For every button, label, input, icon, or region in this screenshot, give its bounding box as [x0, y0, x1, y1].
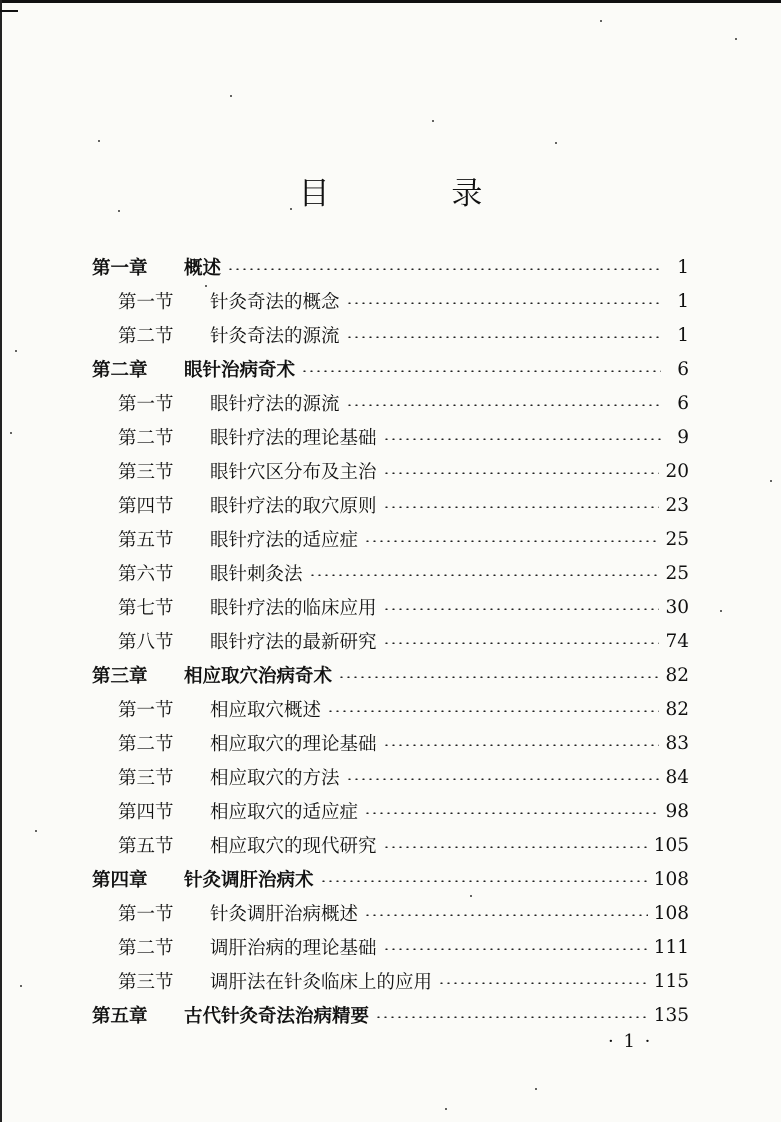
chapter-title: 概述 — [184, 258, 222, 279]
section-title: 相应取穴概述 — [210, 700, 322, 721]
page-ref: 105 — [653, 834, 689, 856]
toc-section-row — [118, 386, 689, 420]
dot-leader — [364, 540, 659, 542]
page-ref: 23 — [665, 494, 689, 516]
toc-section-row — [118, 284, 689, 318]
toc-section-row — [118, 828, 689, 862]
dot-leader — [364, 812, 659, 814]
scan-speck — [10, 432, 12, 434]
toc-chapter-row — [92, 352, 689, 386]
section-label: 第一节 — [118, 700, 174, 721]
page-ref: 1 — [677, 324, 689, 346]
page-ref: 1 — [677, 256, 689, 278]
toc-section-row — [118, 318, 689, 352]
toc-section-row — [118, 522, 689, 556]
dot-leader — [383, 472, 660, 474]
section-title: 相应取穴的方法 — [210, 768, 340, 789]
page-ref: 1 — [677, 290, 689, 312]
section-label: 第五节 — [118, 836, 174, 857]
page-ref: 25 — [665, 528, 689, 550]
section-label: 第一节 — [118, 394, 174, 415]
page-ref: 108 — [653, 868, 689, 890]
scan-speck — [735, 38, 737, 40]
page-ref: 25 — [665, 562, 689, 584]
dot-leader — [346, 778, 660, 780]
section-label: 第二节 — [118, 326, 174, 347]
section-title: 眼针疗法的取穴原则 — [210, 496, 377, 517]
section-label: 第八节 — [118, 632, 174, 653]
scan-speck — [230, 95, 232, 97]
page-ref: 6 — [677, 392, 689, 414]
toc-section-row — [118, 896, 689, 930]
section-label: 第三节 — [118, 972, 174, 993]
section-label: 第三节 — [118, 768, 174, 789]
dot-leader — [383, 744, 660, 746]
scan-speck — [720, 610, 722, 612]
chapter-label: 第一章 — [92, 258, 148, 279]
page-top-edge — [0, 0, 781, 3]
section-label: 第四节 — [118, 802, 174, 823]
dot-leader — [309, 574, 660, 576]
section-label: 第二节 — [118, 734, 174, 755]
section-title: 眼针穴区分布及主治 — [210, 462, 377, 483]
section-label: 第五节 — [118, 530, 174, 551]
dot-leader — [346, 302, 661, 304]
section-title: 眼针疗法的源流 — [210, 394, 340, 415]
scan-speck — [445, 1108, 447, 1110]
section-title: 眼针疗法的临床应用 — [210, 598, 377, 619]
toc-section-row — [118, 488, 689, 522]
page-ref: 20 — [665, 460, 689, 482]
scan-speck — [205, 285, 207, 287]
dot-leader — [438, 982, 648, 984]
page-ref: 98 — [665, 800, 689, 822]
toc-chapter-row — [92, 250, 689, 284]
page-ref: 84 — [665, 766, 689, 788]
section-title: 调肝治病的理论基础 — [210, 938, 377, 959]
dot-leader — [301, 370, 661, 372]
section-title: 针灸奇法的源流 — [210, 326, 340, 347]
dot-leader — [320, 880, 648, 882]
section-label: 第六节 — [118, 564, 174, 585]
toc-section-row — [118, 420, 689, 454]
toc-section-row — [118, 624, 689, 658]
dot-leader — [346, 404, 661, 406]
dot-leader — [227, 268, 661, 270]
scan-speck — [432, 120, 434, 122]
toc-section-row — [118, 794, 689, 828]
page-ref: 135 — [653, 1004, 689, 1026]
corner-mark — [0, 0, 18, 12]
dot-leader — [383, 438, 661, 440]
scan-speck — [20, 985, 22, 987]
section-label: 第二节 — [118, 938, 174, 959]
scan-speck — [535, 1088, 537, 1090]
page-ref: 111 — [653, 936, 689, 958]
page-ref: 6 — [677, 358, 689, 380]
section-title: 调肝法在针灸临床上的应用 — [210, 972, 433, 993]
scan-speck — [600, 20, 602, 22]
section-title: 针灸奇法的概念 — [210, 292, 340, 313]
toc-section-row — [118, 556, 689, 590]
dot-leader — [383, 642, 660, 644]
dot-leader — [383, 608, 660, 610]
toc-section-row — [118, 760, 689, 794]
toc-chapter-row — [92, 658, 689, 692]
scan-speck — [290, 208, 292, 210]
toc-section-row — [118, 590, 689, 624]
scan-speck — [555, 142, 557, 144]
section-title: 眼针疗法的适应症 — [210, 530, 359, 551]
section-title: 针灸调肝治病概述 — [210, 904, 359, 925]
page-ref: 82 — [665, 664, 689, 686]
chapter-label: 第四章 — [92, 870, 148, 891]
section-label: 第一节 — [118, 292, 174, 313]
section-label: 第一节 — [118, 904, 174, 925]
page-ref: 83 — [665, 732, 689, 754]
dot-leader — [383, 948, 648, 950]
section-title: 相应取穴的现代研究 — [210, 836, 377, 857]
chapter-label: 第三章 — [92, 666, 148, 687]
section-title: 眼针疗法的理论基础 — [210, 428, 377, 449]
dot-leader — [338, 676, 659, 678]
page-ref: 9 — [677, 426, 689, 448]
scan-speck — [35, 830, 37, 832]
section-label: 第三节 — [118, 462, 174, 483]
page-ref: 74 — [665, 630, 689, 652]
section-title: 眼针刺灸法 — [210, 564, 303, 585]
page-ref: 108 — [653, 902, 689, 924]
chapter-label: 第五章 — [92, 1006, 148, 1027]
toc-section-row — [118, 454, 689, 488]
scan-speck — [15, 350, 17, 352]
page-number: · 1 · — [608, 1031, 653, 1052]
scan-speck — [770, 480, 772, 482]
section-title: 相应取穴的理论基础 — [210, 734, 377, 755]
page-title: 目 录 — [298, 176, 539, 212]
page-ref: 30 — [665, 596, 689, 618]
dot-leader — [364, 914, 648, 916]
section-title: 眼针疗法的最新研究 — [210, 632, 377, 653]
section-label: 第二节 — [118, 428, 174, 449]
scan-speck — [98, 140, 100, 142]
page-ref: 82 — [665, 698, 689, 720]
dot-leader — [327, 710, 659, 712]
chapter-title: 针灸调肝治病术 — [184, 870, 314, 891]
page-ref: 115 — [653, 970, 689, 992]
section-title: 相应取穴的适应症 — [210, 802, 359, 823]
chapter-title: 相应取穴治病奇术 — [184, 666, 333, 687]
toc-chapter-row — [92, 862, 689, 896]
toc-chapter-row — [92, 998, 689, 1032]
toc-section-row — [118, 692, 689, 726]
scan-speck — [118, 210, 120, 212]
scan-speck — [470, 895, 472, 897]
chapter-title: 古代针灸奇法治病精要 — [184, 1006, 370, 1027]
section-label: 第四节 — [118, 496, 174, 517]
dot-leader — [346, 336, 661, 338]
toc-section-row — [118, 726, 689, 760]
chapter-title: 眼针治病奇术 — [184, 360, 296, 381]
toc-section-row — [118, 964, 689, 998]
toc-section-row — [118, 930, 689, 964]
dot-leader — [383, 506, 660, 508]
dot-leader — [383, 846, 648, 848]
section-label: 第七节 — [118, 598, 174, 619]
chapter-label: 第二章 — [92, 360, 148, 381]
dot-leader — [375, 1016, 648, 1018]
